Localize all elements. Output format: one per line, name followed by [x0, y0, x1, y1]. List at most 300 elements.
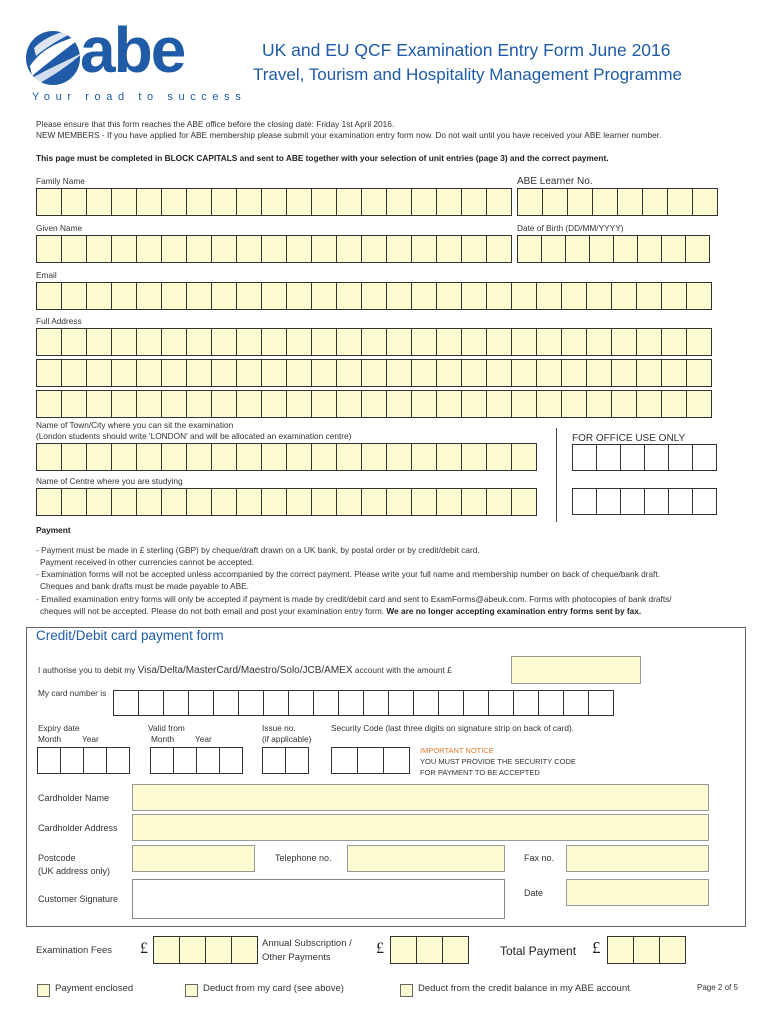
character-box[interactable] [113, 690, 139, 716]
character-box[interactable] [136, 282, 162, 310]
character-box[interactable] [513, 690, 539, 716]
character-box[interactable] [661, 359, 687, 387]
character-box[interactable] [637, 235, 662, 263]
character-box[interactable] [561, 390, 587, 418]
town-input[interactable] [36, 443, 536, 471]
character-box[interactable] [36, 235, 62, 263]
character-box[interactable] [442, 936, 469, 964]
character-box[interactable] [486, 235, 512, 263]
payment-heading: Payment [36, 525, 71, 535]
character-box[interactable] [636, 359, 662, 387]
character-box[interactable] [186, 359, 212, 387]
character-box[interactable] [411, 328, 437, 356]
address-line-3-input[interactable] [36, 390, 711, 418]
character-box[interactable] [236, 443, 262, 471]
character-box[interactable] [436, 443, 462, 471]
character-box[interactable] [36, 488, 62, 516]
character-box[interactable] [311, 359, 337, 387]
character-box[interactable] [386, 359, 412, 387]
character-box[interactable] [61, 488, 87, 516]
character-box[interactable] [596, 444, 621, 471]
character-box[interactable] [383, 747, 410, 774]
character-box[interactable] [563, 690, 589, 716]
character-box[interactable] [83, 747, 107, 774]
character-box[interactable] [668, 444, 693, 471]
character-box[interactable] [361, 443, 387, 471]
character-box[interactable] [173, 747, 197, 774]
character-box[interactable] [231, 936, 258, 964]
character-box[interactable] [153, 936, 180, 964]
character-box[interactable] [111, 328, 137, 356]
character-box[interactable] [386, 443, 412, 471]
character-box[interactable] [644, 488, 669, 515]
character-box[interactable] [388, 690, 414, 716]
character-box[interactable] [636, 282, 662, 310]
character-box[interactable] [311, 488, 337, 516]
character-box[interactable] [411, 235, 437, 263]
character-box[interactable] [186, 443, 212, 471]
character-box[interactable] [436, 235, 462, 263]
character-box[interactable] [336, 282, 362, 310]
character-box[interactable] [186, 235, 212, 263]
character-box[interactable] [211, 359, 237, 387]
character-box[interactable] [186, 282, 212, 310]
character-box[interactable] [311, 390, 337, 418]
character-box[interactable] [236, 188, 262, 216]
character-box[interactable] [186, 328, 212, 356]
character-box[interactable] [136, 359, 162, 387]
character-box[interactable] [620, 444, 645, 471]
character-box[interactable] [561, 359, 587, 387]
character-box[interactable] [411, 390, 437, 418]
character-box[interactable] [211, 188, 237, 216]
character-box[interactable] [486, 443, 512, 471]
character-box[interactable] [611, 328, 637, 356]
character-box[interactable] [336, 235, 362, 263]
character-box[interactable] [336, 488, 362, 516]
character-box[interactable] [179, 936, 206, 964]
character-box[interactable] [461, 359, 487, 387]
character-box[interactable] [488, 690, 514, 716]
total-payment-input[interactable] [607, 936, 685, 964]
character-box[interactable] [386, 188, 412, 216]
character-box[interactable] [586, 328, 612, 356]
character-box[interactable] [211, 235, 237, 263]
character-box[interactable] [536, 328, 562, 356]
character-box[interactable] [111, 443, 137, 471]
character-box[interactable] [668, 488, 693, 515]
character-box[interactable] [219, 747, 243, 774]
centre-label: Name of Centre where you are studying [36, 476, 183, 486]
character-box[interactable] [361, 488, 387, 516]
character-box[interactable] [611, 390, 637, 418]
character-box[interactable] [161, 235, 187, 263]
character-box[interactable] [361, 328, 387, 356]
character-box[interactable] [313, 690, 339, 716]
card-number-input[interactable] [113, 690, 613, 716]
character-box[interactable] [686, 282, 712, 310]
character-box[interactable] [436, 328, 462, 356]
character-box[interactable] [286, 488, 312, 516]
character-box[interactable] [36, 282, 62, 310]
character-box[interactable] [411, 359, 437, 387]
character-box[interactable] [138, 690, 164, 716]
address-line-1-input[interactable] [36, 328, 711, 356]
character-box[interactable] [213, 690, 239, 716]
form-title: UK and EU QCF Examination Entry Form June 2016 [262, 40, 671, 60]
family-name-input[interactable] [36, 188, 511, 216]
character-box[interactable] [288, 690, 314, 716]
character-box[interactable] [286, 235, 312, 263]
character-box[interactable] [511, 282, 537, 310]
annual-sub-input[interactable] [390, 936, 468, 964]
character-box[interactable] [413, 690, 439, 716]
character-box[interactable] [636, 328, 662, 356]
character-box[interactable] [611, 282, 637, 310]
character-box[interactable] [211, 443, 237, 471]
character-box[interactable] [386, 328, 412, 356]
given-name-label: Given Name [36, 223, 83, 233]
fax-input[interactable] [566, 845, 709, 872]
character-box[interactable] [411, 443, 437, 471]
character-box[interactable] [486, 488, 512, 516]
character-box[interactable] [86, 282, 112, 310]
postcode-input[interactable] [132, 845, 255, 872]
character-box[interactable] [661, 328, 687, 356]
character-box[interactable] [311, 443, 337, 471]
annual-sub-currency: £ [376, 940, 384, 957]
character-box[interactable] [336, 443, 362, 471]
character-box[interactable] [486, 282, 512, 310]
character-box[interactable] [86, 188, 112, 216]
character-box[interactable] [261, 328, 287, 356]
date-input[interactable] [566, 879, 709, 906]
character-box[interactable] [136, 443, 162, 471]
payment-enclosed-checkbox[interactable] [37, 984, 50, 997]
office-divider [556, 428, 557, 522]
character-box[interactable] [311, 235, 337, 263]
character-box[interactable] [161, 359, 187, 387]
character-box[interactable] [336, 359, 362, 387]
character-box[interactable] [261, 235, 287, 263]
character-box[interactable] [611, 359, 637, 387]
character-box[interactable] [336, 390, 362, 418]
character-box[interactable] [536, 282, 562, 310]
character-box[interactable] [661, 390, 687, 418]
character-box[interactable] [111, 390, 137, 418]
character-box[interactable] [692, 188, 718, 216]
character-box[interactable] [659, 936, 686, 964]
character-box[interactable] [436, 282, 462, 310]
character-box[interactable] [386, 390, 412, 418]
valid-year-label: Year [195, 734, 212, 744]
character-box[interactable] [136, 488, 162, 516]
dob-input[interactable] [517, 235, 709, 263]
character-box[interactable] [461, 390, 487, 418]
character-box[interactable] [461, 188, 487, 216]
character-box[interactable] [542, 188, 568, 216]
character-box[interactable] [136, 328, 162, 356]
character-box[interactable] [161, 390, 187, 418]
character-box[interactable] [211, 328, 237, 356]
character-box[interactable] [486, 359, 512, 387]
character-box[interactable] [636, 390, 662, 418]
character-box[interactable] [311, 282, 337, 310]
character-box[interactable] [61, 359, 87, 387]
cardholder-name-input[interactable] [132, 784, 709, 811]
character-box[interactable] [236, 390, 262, 418]
character-box[interactable] [586, 390, 612, 418]
character-box[interactable] [196, 747, 220, 774]
character-box[interactable] [461, 235, 487, 263]
character-box[interactable] [161, 443, 187, 471]
character-box[interactable] [286, 390, 312, 418]
character-box[interactable] [511, 390, 537, 418]
deduct-card-checkbox[interactable] [185, 984, 198, 997]
character-box[interactable] [461, 328, 487, 356]
character-box[interactable] [511, 359, 537, 387]
total-currency: £ [592, 938, 601, 957]
character-box[interactable] [161, 282, 187, 310]
character-box[interactable] [261, 188, 287, 216]
character-box[interactable] [211, 488, 237, 516]
character-box[interactable] [336, 328, 362, 356]
character-box[interactable] [667, 188, 693, 216]
character-box[interactable] [386, 235, 412, 263]
office-use-boxes-1[interactable] [572, 444, 716, 471]
character-box[interactable] [236, 359, 262, 387]
telephone-input[interactable] [347, 845, 505, 872]
security-code-input[interactable] [331, 747, 409, 774]
signature-input[interactable] [132, 879, 505, 919]
character-box[interactable] [37, 747, 61, 774]
character-box[interactable] [565, 235, 590, 263]
character-box[interactable] [411, 188, 437, 216]
character-box[interactable] [188, 690, 214, 716]
character-box[interactable] [186, 188, 212, 216]
character-box[interactable] [411, 282, 437, 310]
character-box[interactable] [633, 936, 660, 964]
valid-from-input[interactable] [150, 747, 242, 774]
character-box[interactable] [86, 443, 112, 471]
character-box[interactable] [161, 328, 187, 356]
character-box[interactable] [461, 443, 487, 471]
character-box[interactable] [390, 936, 417, 964]
character-box[interactable] [86, 328, 112, 356]
character-box[interactable] [36, 443, 62, 471]
character-box[interactable] [111, 188, 137, 216]
character-box[interactable] [561, 282, 587, 310]
character-box[interactable] [607, 936, 634, 964]
character-box[interactable] [572, 488, 597, 515]
character-box[interactable] [285, 747, 309, 774]
expiry-input[interactable] [37, 747, 129, 774]
character-box[interactable] [286, 443, 312, 471]
character-box[interactable] [511, 443, 537, 471]
character-box[interactable] [211, 282, 237, 310]
character-box[interactable] [596, 488, 621, 515]
character-box[interactable] [486, 188, 512, 216]
character-box[interactable] [613, 235, 638, 263]
character-box[interactable] [511, 488, 537, 516]
character-box[interactable] [261, 359, 287, 387]
character-box[interactable] [161, 488, 187, 516]
character-box[interactable] [686, 359, 712, 387]
character-box[interactable] [416, 936, 443, 964]
cardholder-address-input[interactable] [132, 814, 709, 841]
character-box[interactable] [661, 282, 687, 310]
character-box[interactable] [436, 390, 462, 418]
character-box[interactable] [685, 235, 710, 263]
character-box[interactable] [286, 328, 312, 356]
character-box[interactable] [86, 390, 112, 418]
character-box[interactable] [463, 690, 489, 716]
character-box[interactable] [517, 235, 542, 263]
character-box[interactable] [61, 188, 87, 216]
address-line-2-input[interactable] [36, 359, 711, 387]
character-box[interactable] [541, 235, 566, 263]
character-box[interactable] [588, 690, 614, 716]
character-box[interactable] [589, 235, 614, 263]
character-box[interactable] [111, 488, 137, 516]
character-box[interactable] [538, 690, 564, 716]
character-box[interactable] [692, 488, 717, 515]
character-box[interactable] [111, 282, 137, 310]
character-box[interactable] [86, 359, 112, 387]
character-box[interactable] [236, 328, 262, 356]
character-box[interactable] [262, 747, 286, 774]
character-box[interactable] [386, 488, 412, 516]
character-box[interactable] [136, 390, 162, 418]
character-box[interactable] [261, 282, 287, 310]
character-box[interactable] [386, 282, 412, 310]
character-box[interactable] [106, 747, 130, 774]
character-box[interactable] [536, 390, 562, 418]
character-box[interactable] [136, 188, 162, 216]
character-box[interactable] [567, 188, 593, 216]
character-box[interactable] [357, 747, 384, 774]
character-box[interactable] [361, 235, 387, 263]
character-box[interactable] [111, 359, 137, 387]
character-box[interactable] [236, 488, 262, 516]
character-box[interactable] [311, 188, 337, 216]
character-box[interactable] [61, 235, 87, 263]
character-box[interactable] [236, 282, 262, 310]
given-name-input[interactable] [36, 235, 511, 263]
character-box[interactable] [86, 235, 112, 263]
character-box[interactable] [205, 936, 232, 964]
character-box[interactable] [311, 328, 337, 356]
character-box[interactable] [572, 444, 597, 471]
character-box[interactable] [436, 488, 462, 516]
issue-no-input[interactable] [262, 747, 308, 774]
character-box[interactable] [363, 690, 389, 716]
character-box[interactable] [161, 188, 187, 216]
character-box[interactable] [238, 690, 264, 716]
character-box[interactable] [163, 690, 189, 716]
character-box[interactable] [361, 390, 387, 418]
character-box[interactable] [486, 328, 512, 356]
character-box[interactable] [361, 188, 387, 216]
character-box[interactable] [436, 359, 462, 387]
character-box[interactable] [561, 328, 587, 356]
learner-no-input[interactable] [517, 188, 717, 216]
character-box[interactable] [361, 359, 387, 387]
deduct-credit-checkbox[interactable] [400, 984, 413, 997]
character-box[interactable] [61, 328, 87, 356]
character-box[interactable] [692, 444, 717, 471]
character-box[interactable] [661, 235, 686, 263]
character-box[interactable] [186, 488, 212, 516]
office-use-boxes-2[interactable] [572, 488, 716, 515]
character-box[interactable] [511, 328, 537, 356]
character-box[interactable] [61, 282, 87, 310]
character-box[interactable] [60, 747, 84, 774]
intro-closing-date: Please ensure that this form reaches the ABE office before the closing date: Friday 1st April 2016. [36, 119, 395, 129]
character-box[interactable] [486, 390, 512, 418]
character-box[interactable] [86, 488, 112, 516]
character-box[interactable] [286, 188, 312, 216]
character-box[interactable] [686, 390, 712, 418]
character-box[interactable] [261, 390, 287, 418]
character-box[interactable] [436, 188, 462, 216]
character-box[interactable] [136, 235, 162, 263]
character-box[interactable] [536, 359, 562, 387]
character-box[interactable] [236, 235, 262, 263]
character-box[interactable] [461, 282, 487, 310]
character-box[interactable] [517, 188, 543, 216]
abe-logo [20, 14, 247, 108]
character-box[interactable] [642, 188, 668, 216]
character-box[interactable] [586, 359, 612, 387]
character-box[interactable] [286, 282, 312, 310]
character-box[interactable] [686, 328, 712, 356]
character-box[interactable] [36, 390, 62, 418]
character-box[interactable] [338, 690, 364, 716]
character-box[interactable] [36, 188, 62, 216]
character-box[interactable] [411, 488, 437, 516]
character-box[interactable] [211, 390, 237, 418]
character-box[interactable] [286, 359, 312, 387]
character-box[interactable] [61, 390, 87, 418]
email-input[interactable] [36, 282, 711, 310]
character-box[interactable] [261, 443, 287, 471]
character-box[interactable] [644, 444, 669, 471]
character-box[interactable] [617, 188, 643, 216]
character-box[interactable] [620, 488, 645, 515]
centre-input[interactable] [36, 488, 536, 516]
character-box[interactable] [150, 747, 174, 774]
family-name-label: Family Name [36, 176, 85, 186]
payment-note-2b: Cheques and bank drafts must be made payable to ABE. [40, 581, 249, 591]
character-box[interactable] [361, 282, 387, 310]
character-box[interactable] [111, 235, 137, 263]
character-box[interactable] [36, 328, 62, 356]
character-box[interactable] [261, 488, 287, 516]
character-box[interactable] [331, 747, 358, 774]
character-box[interactable] [586, 282, 612, 310]
character-box[interactable] [36, 359, 62, 387]
amount-input[interactable] [511, 656, 641, 684]
exam-fees-input[interactable] [153, 936, 257, 964]
character-box[interactable] [592, 188, 618, 216]
character-box[interactable] [336, 188, 362, 216]
character-box[interactable] [263, 690, 289, 716]
character-box[interactable] [461, 488, 487, 516]
character-box[interactable] [438, 690, 464, 716]
character-box[interactable] [61, 443, 87, 471]
character-box[interactable] [186, 390, 212, 418]
